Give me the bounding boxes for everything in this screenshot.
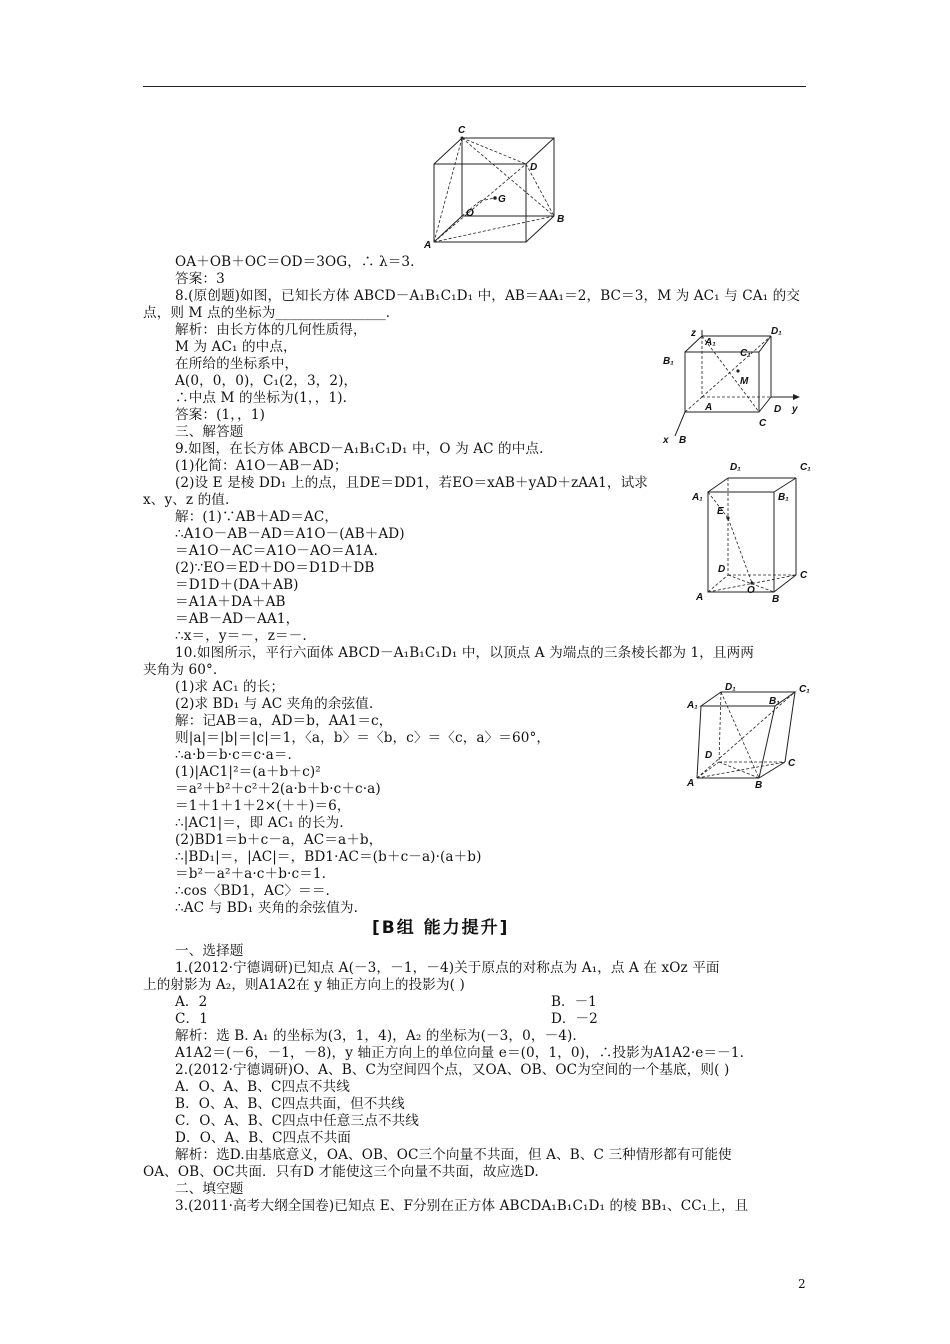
fig3-label-c1: C₁ — [800, 462, 811, 473]
text-line: D．O、A、B、C四点不共面 — [175, 1130, 351, 1146]
fig3-label-d1: D₁ — [730, 462, 741, 473]
text-line: 解析：由长方体的几何性质得， — [175, 322, 367, 338]
text-line: A1A2＝(－6，－1，－8)，y 轴正方向上的单位向量 e＝(0，1，0)，∴投影为A1A2·e＝－1. — [175, 1045, 744, 1061]
fig2-label-z: z — [691, 328, 696, 339]
text-line: 8.(原创题)如图，已知长方体 ABCD－A₁B₁C₁D₁ 中，AB＝AA₁＝2，BC＝3，M 为 AC₁ 与 CA₁ 的交 — [175, 288, 801, 304]
text-line: 一、选择题 — [175, 943, 244, 959]
text-line: A．O、A、B、C四点不共线 — [175, 1079, 350, 1095]
text-line: 1.(2012·宁德调研)已知点 A(－3，－1，－4)关于原点的对称点为 A₁，点 A 在 xOz 平面 — [175, 960, 720, 976]
text-line: 二、填空题 — [175, 1181, 244, 1197]
page-number: 2 — [798, 1277, 806, 1291]
choice-d: D．－2 — [551, 1011, 598, 1027]
cuboid-eo-figure — [690, 458, 818, 606]
fig4-label-c1: C₁ — [799, 684, 810, 695]
text-line: 10.如图所示，平行六面体 ABCD－A₁B₁C₁D₁ 中，以顶点 A 为端点的三条棱长都为 1，且两两 — [175, 645, 754, 661]
text-line: ∴A1O－AB－AD＝A1O－(AB＋AD) — [175, 526, 405, 542]
text-line: 9.如图，在长方体 ABCD－A₁B₁C₁D₁ 中，O 为 AC 的中点. — [175, 441, 544, 457]
text-line: 答案：3 — [175, 271, 225, 287]
fig2-label-a: A — [705, 402, 713, 413]
fig2-label-m: M — [740, 376, 749, 387]
parallelepiped-figure — [685, 678, 821, 790]
fig2-label-d1: D₁ — [771, 326, 782, 337]
fig4-label-a1: A₁ — [687, 700, 698, 711]
fig1-label-d: D — [530, 162, 538, 173]
fig2-label-b: B — [679, 435, 687, 446]
fig3-label-b: B — [772, 594, 780, 605]
text-line: 答案：(1，，1) — [175, 407, 265, 423]
text-line: C．O、A、B、C四点中任意三点不共线 — [175, 1113, 419, 1129]
text-line: 3.(2011·高考大纲全国卷)已知点 E、F分别在正方体 ABCDA₁B₁C₁D₁ 的棱 BB₁、CC₁上，且 — [175, 1198, 749, 1214]
text-line: OA＋OB＋OC＝OD＝3OG，∴ λ＝3. — [175, 254, 415, 270]
fig3-label-a: A — [696, 592, 704, 603]
text-line: (2)BD1＝b＋c－a，AC＝a＋b， — [175, 832, 383, 848]
fig4-label-d1: D₁ — [725, 682, 736, 693]
fig3-label-o: O — [747, 585, 755, 596]
fig3-label-c: C — [800, 570, 808, 581]
fig2-label-c1: C₁ — [740, 348, 751, 359]
text-line: 解：(1)∵AB＋AD＝AC， — [175, 509, 339, 525]
text-line: (1)化简：A1O－AB－AD； — [175, 458, 348, 474]
fig1-label-g: G — [498, 194, 506, 205]
text-line: A(0，0，0)，C₁(2，3，2)， — [175, 373, 358, 389]
text-line: ＝D1D＋(DA＋AB) — [175, 577, 299, 593]
fig3-label-a1: A₁ — [692, 492, 703, 503]
text-line: (2)设 E 是棱 DD₁ 上的点，且DE＝DD1，若EO＝xAB＋yAD＋zAA1，试求 — [175, 475, 648, 491]
text-line: 解析：选 B. A₁ 的坐标为(3，1，4)，A₂ 的坐标为(－3，0，－4). — [175, 1028, 577, 1044]
text-line: (2)∵EO＝ED＋DO＝D1D＋DB — [175, 560, 375, 576]
header-rule — [143, 86, 806, 87]
text-line: ＝AB－AD－AA1， — [175, 611, 300, 627]
fig4-label-b: B — [755, 780, 763, 790]
fig1-label-b: B — [557, 214, 565, 225]
fig3-label-e: E — [717, 506, 724, 517]
fig3-label-b1: B₁ — [778, 492, 789, 503]
text-line: (2)求 BD₁ 与 AC 夹角的余弦值. — [175, 696, 374, 712]
text-line: 夹角为 60°. — [143, 662, 218, 678]
text-line: ∴|AC1|＝，即 AC₁ 的长为. — [175, 815, 344, 831]
text-line: A．2 — [175, 994, 208, 1010]
text-line: x、y、z 的值. — [143, 492, 230, 508]
fig4-label-b1: B₁ — [769, 696, 780, 707]
text-line: ∴a·b＝b·c＝c·a＝. — [175, 747, 292, 763]
text-line: 上的射影为 A₂，则A1A2在 y 轴正方向上的投影为( ) — [143, 977, 465, 993]
section-b-heading: [B组 能力提升] — [372, 918, 510, 938]
text-line: M 为 AC₁ 的中点， — [175, 339, 297, 355]
fig1-label-c: C — [458, 125, 466, 136]
text-line: ＝b²－a²＋a·c＋b·c＝1. — [175, 866, 327, 882]
fig3-label-d: D — [718, 564, 726, 575]
text-line: 三、解答题 — [175, 424, 244, 440]
text-line: ＝a²＋b²＋c²＋2(a·b＋b·c＋c·a) — [175, 781, 381, 797]
text-line: ∴x＝，y＝－，z＝－. — [175, 628, 307, 644]
fig4-label-c: C — [788, 758, 796, 769]
text-line: ∴中点 M 的坐标为(1，，1). — [175, 390, 348, 406]
text-line: 点，则 M 点的坐标为________________. — [143, 305, 391, 321]
text-line: 解析：选D.由基底意义，OA、OB、OC三个向量不共面，但 A、B、C 三种情形都有可能使 — [175, 1147, 732, 1163]
fig2-label-a1: A₁ — [705, 337, 716, 348]
fig2-label-b1: B₁ — [663, 356, 674, 367]
text-line: 解：记AB＝a，AD＝b，AA1＝c， — [175, 713, 393, 729]
text-line: B．O、A、B、C四点共面，但不共线 — [175, 1096, 405, 1112]
text-line: OA、OB、OC共面．只有D 才能使这三个向量不共面，故应选D. — [143, 1164, 539, 1180]
fig4-label-d: D — [705, 750, 713, 761]
choice-b: B．－1 — [551, 994, 597, 1010]
text-line: ∴AC 与 BD₁ 夹角的余弦值为. — [175, 900, 359, 916]
text-line: ＝1＋1＋1＋2×(＋＋)＝6， — [175, 798, 351, 814]
text-line: 在所给的坐标系中， — [175, 356, 299, 372]
fig2-label-x: x — [663, 435, 669, 446]
text-line: ＝A1A＋DA＋AB — [175, 594, 286, 610]
cuboid-coordinate-figure — [655, 326, 807, 446]
text-line: C．1 — [175, 1011, 208, 1027]
fig1-label-o: O — [466, 208, 474, 219]
fig4-label-a: A — [687, 778, 695, 789]
text-line: (1)求 AC₁ 的长； — [175, 679, 285, 695]
fig2-label-d: D — [774, 404, 782, 415]
text-line: 2.(2012·宁德调研)O、A、B、C为空间四个点，又OA、OB、OC为空间的一个基底，则( ) — [175, 1062, 730, 1078]
fig2-label-y: y — [792, 404, 798, 415]
text-line: ∴|BD₁|＝，|AC|＝，BD1·AC＝(b＋c－a)·(a＋b) — [175, 849, 482, 865]
text-line: 则|a|＝|b|＝|c|＝1，〈a，b〉＝〈b，c〉＝〈c，a〉＝60°， — [175, 730, 551, 746]
fig2-label-c: C — [759, 418, 767, 429]
text-line: ＝A1O－AC＝A1O－AO＝A1A. — [175, 543, 378, 559]
text-line: (1)|AC1|²＝(a＋b＋c)² — [175, 764, 321, 780]
cube-centroid-figure — [420, 124, 570, 252]
text-line: ∴cos〈BD1，AC〉＝＝. — [175, 883, 330, 899]
fig1-label-a: A — [424, 240, 432, 251]
